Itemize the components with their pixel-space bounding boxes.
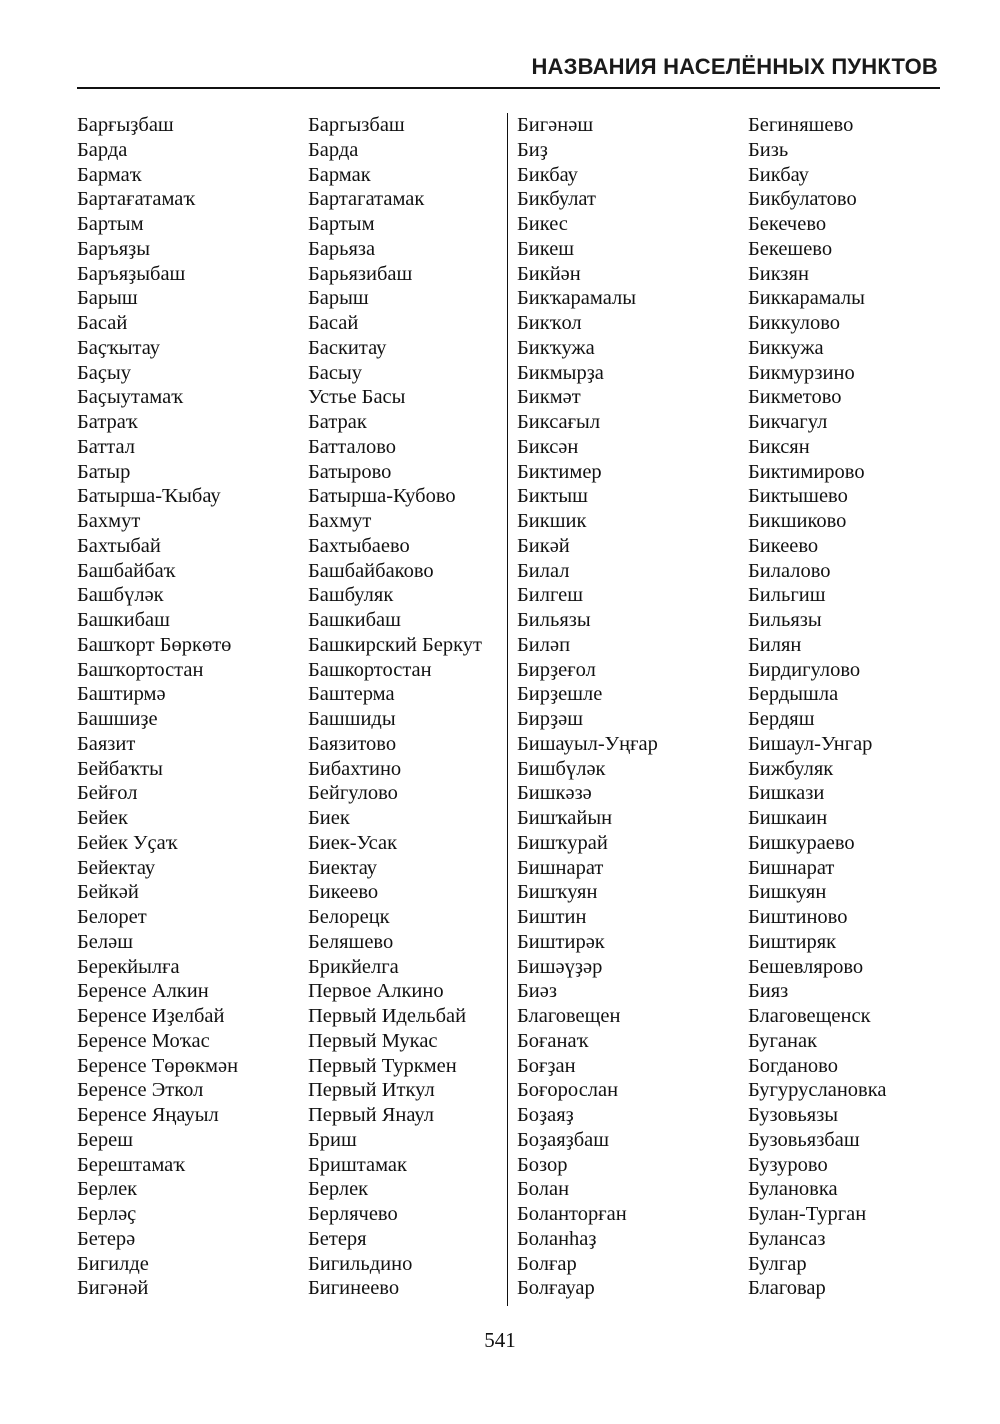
- place-name: Бикҡужа: [517, 336, 595, 359]
- place-name: Барда: [308, 138, 359, 161]
- place-name: Биектау: [308, 856, 378, 879]
- column-bashkir-2: [517, 113, 658, 1301]
- place-name: Бахмут: [308, 510, 372, 532]
- place-name: Берлек: [308, 1178, 369, 1201]
- place-name: Боғанаҡ: [517, 1029, 589, 1052]
- place-name: Булан-Турган: [748, 1203, 867, 1225]
- place-name: Бикбау: [748, 163, 809, 186]
- place-name: Берләҫ: [77, 1203, 137, 1225]
- place-name: Башбуляк: [308, 584, 394, 607]
- page-number: 541: [484, 1328, 516, 1352]
- place-name: Первый Туркмен: [308, 1054, 457, 1077]
- place-name: Бишкуян: [748, 881, 827, 904]
- place-name: Бейгулово: [308, 782, 398, 805]
- place-name: Бахтыбай: [77, 534, 161, 557]
- place-name: Бикәй: [517, 534, 570, 557]
- place-name: Болғауар: [517, 1277, 595, 1300]
- place-name: Береш: [77, 1128, 134, 1151]
- place-name: Бишауыл-Уңғар: [517, 732, 658, 755]
- place-name: Бикбулатово: [748, 188, 857, 211]
- place-name: Биек-Усак: [308, 831, 398, 854]
- place-name: Биккарамалы: [748, 287, 865, 310]
- place-name: Башҡортостан: [77, 658, 204, 681]
- place-name: Башбайбаково: [308, 559, 434, 582]
- place-name: Бейек: [77, 807, 128, 829]
- place-name: Бартағатамаҡ: [77, 188, 196, 211]
- place-name: Башкирский Беркут: [308, 633, 482, 656]
- place-name: Баргызбаш: [308, 114, 405, 136]
- place-name: Билян: [748, 633, 802, 656]
- place-name: Болғар: [517, 1252, 577, 1275]
- place-name: Бикеево: [748, 534, 819, 557]
- place-name: Бишкәзә: [517, 782, 592, 805]
- header-rule: [77, 87, 940, 89]
- place-name: Бекечево: [748, 213, 827, 235]
- place-name: Башҡорт Бөркөтө: [77, 633, 232, 656]
- place-name: Боланторған: [517, 1203, 627, 1225]
- place-name: Барьязибаш: [308, 262, 413, 285]
- place-name: Биккужа: [748, 336, 824, 359]
- place-name: Бирҙешле: [517, 683, 603, 706]
- place-name: Батраҡ: [77, 411, 138, 433]
- place-name: Бишкураево: [748, 831, 855, 854]
- place-name: Биксян: [748, 435, 810, 458]
- place-name: Белорецк: [308, 906, 390, 928]
- place-name: Благовещенск: [748, 1005, 871, 1027]
- place-name: Биштин: [517, 906, 587, 928]
- place-name: Бердышла: [748, 683, 839, 706]
- place-name: Бикзян: [748, 262, 809, 285]
- place-name: Бикеево: [308, 881, 379, 904]
- place-name: Басыу: [308, 361, 362, 384]
- place-name: Бильгиш: [748, 584, 826, 607]
- place-name: Берештамаҡ: [77, 1153, 185, 1176]
- place-name: Беренсе Төрөкмән: [77, 1054, 239, 1077]
- place-name: Башкортостан: [308, 658, 432, 681]
- place-name: Баштерма: [308, 683, 395, 706]
- place-name: Бигәнәш: [517, 114, 594, 136]
- place-name: Биксағыл: [517, 411, 601, 433]
- place-name: Билалово: [748, 559, 831, 582]
- place-name: Башбайбаҡ: [77, 559, 176, 582]
- place-name: Бриш: [308, 1128, 357, 1151]
- place-name: Первое Алкино: [308, 980, 444, 1003]
- place-name: Бигинеево: [308, 1277, 400, 1300]
- place-name: Бриштамак: [308, 1153, 407, 1176]
- place-name: Бикеш: [517, 237, 575, 260]
- place-name: Бахмут: [77, 510, 141, 532]
- place-name: Бигильдино: [308, 1252, 413, 1275]
- place-name: Берлячево: [308, 1203, 398, 1225]
- place-name: Бикмурзино: [748, 361, 855, 384]
- place-name: Бейбаҡты: [77, 757, 163, 780]
- place-name: Башшиҙе: [77, 708, 158, 730]
- place-name: Барда: [77, 138, 128, 161]
- place-name: Биктыш: [517, 485, 588, 508]
- place-name: Баръяҙыбаш: [77, 262, 186, 285]
- place-name: Первый Идельбай: [308, 1005, 467, 1027]
- running-header: НАЗВАНИЯ НАСЕЛЁННЫХ ПУНКТОВ: [531, 54, 938, 79]
- place-name: Биштирәк: [517, 930, 605, 953]
- place-name: Баштирмә: [77, 683, 166, 706]
- place-name: Бозор: [517, 1153, 568, 1176]
- place-name: Баҫҡытау: [77, 336, 161, 359]
- place-name: Бишкаин: [748, 807, 828, 829]
- place-name: Первый Иткул: [308, 1079, 435, 1102]
- place-name: Бишәүҙәр: [517, 955, 603, 978]
- place-name: Бузовьязы: [748, 1104, 839, 1126]
- place-name: Беләш: [77, 930, 133, 953]
- place-name: Бикҡол: [517, 312, 582, 334]
- place-name: Боғорослан: [517, 1079, 619, 1102]
- place-name: Бирҙәш: [517, 708, 583, 730]
- place-name: Бикмәт: [517, 386, 581, 409]
- place-name: Бияз: [748, 980, 789, 1003]
- place-name: Биксән: [517, 435, 579, 458]
- place-name: Бикмырҙа: [517, 361, 604, 384]
- place-name: Баттал: [77, 435, 136, 458]
- place-name: Билгеш: [517, 584, 583, 607]
- place-name: Бишҡуян: [517, 881, 598, 904]
- place-name: Батрак: [308, 411, 367, 433]
- place-name: Первый Янаул: [308, 1104, 434, 1126]
- place-name: Булансаз: [748, 1227, 826, 1250]
- place-name: Бикбау: [517, 163, 578, 186]
- column-russian-1: [308, 113, 482, 1301]
- place-name: Бетерә: [77, 1227, 136, 1250]
- place-name: Барыш: [77, 287, 138, 310]
- place-name: Баязитово: [308, 732, 397, 755]
- place-name: Боҙаяҙбаш: [517, 1128, 610, 1151]
- place-name: Первый Мукас: [308, 1029, 438, 1052]
- place-name: Бикбулат: [517, 188, 596, 211]
- place-name: Бишкази: [748, 782, 825, 805]
- place-name: Басай: [308, 312, 359, 334]
- place-name: Бейектау: [77, 856, 156, 879]
- place-name: Булгар: [748, 1252, 807, 1275]
- place-name: Боланһаҙ: [517, 1227, 597, 1250]
- place-name: Буганак: [748, 1029, 818, 1052]
- place-name: Бибахтино: [308, 757, 402, 780]
- place-name: Башшиды: [308, 708, 396, 730]
- place-name: Батталово: [308, 435, 397, 458]
- place-name: Биштиново: [748, 906, 848, 928]
- place-name: Благовар: [748, 1277, 826, 1300]
- place-name: Бишнарат: [517, 856, 604, 879]
- place-name: Боғҙан: [517, 1054, 576, 1077]
- place-name: Бирҙеғол: [517, 658, 596, 681]
- place-name: Белорет: [77, 906, 147, 928]
- place-name: Бикшиково: [748, 510, 847, 532]
- place-name: Бикметово: [748, 386, 842, 409]
- place-name: Бармак: [308, 163, 371, 186]
- place-name: Берлек: [77, 1178, 138, 1201]
- place-name: Биктимер: [517, 460, 602, 483]
- place-name: Бильязы: [748, 609, 822, 631]
- place-name: Башбүләк: [77, 584, 164, 607]
- place-name: Богданово: [748, 1054, 838, 1077]
- place-name: Брикйелга: [308, 955, 399, 978]
- place-name: Барьяза: [308, 237, 376, 260]
- place-name: Биккулово: [748, 312, 840, 334]
- place-name: Билал: [517, 559, 570, 582]
- place-name: Бекешево: [748, 237, 833, 260]
- place-name: Бигилде: [77, 1252, 149, 1275]
- place-name: Бейғол: [77, 782, 138, 805]
- place-name: Берекйылға: [77, 955, 180, 978]
- place-name: Башкибаш: [308, 609, 401, 631]
- place-name: Боҙаяҙ: [517, 1104, 574, 1126]
- place-name: Баязит: [77, 732, 136, 755]
- place-name: Бейкәй: [77, 881, 139, 904]
- place-name: Бирдигулово: [748, 658, 861, 681]
- place-name: Батыр: [77, 460, 131, 483]
- place-name: Бикйән: [517, 262, 581, 285]
- place-name: Бишҡурай: [517, 831, 608, 854]
- place-name: Бильязы: [517, 609, 591, 631]
- column-divider: [507, 113, 508, 1306]
- place-name: Бишнарат: [748, 856, 835, 879]
- place-name: Батырша-Ҡыбау: [77, 485, 221, 508]
- place-name: Бартагатамак: [308, 188, 425, 211]
- place-name: Биҙ: [517, 138, 548, 161]
- place-name: Баскитау: [308, 336, 387, 359]
- place-name: Бигәнәй: [77, 1277, 149, 1300]
- column-russian-2: [748, 113, 886, 1301]
- place-name: Бикшик: [517, 510, 587, 532]
- place-name: Биек: [308, 807, 350, 829]
- place-name: Беренсе Яңауыл: [77, 1104, 219, 1126]
- place-name: Благовещен: [517, 1005, 621, 1027]
- place-name: Бетеря: [308, 1227, 367, 1250]
- place-name: Бузурово: [748, 1153, 828, 1176]
- place-name: Бишаул-Унгар: [748, 732, 873, 755]
- place-name: Биләп: [517, 633, 571, 656]
- place-name: Биктышево: [748, 485, 848, 508]
- place-name: Булановка: [748, 1178, 838, 1201]
- place-name: Бердяш: [748, 708, 815, 730]
- place-name: Батырша-Кубово: [308, 485, 456, 508]
- place-name: Бишҡайын: [517, 807, 613, 829]
- place-name: Беренсе Алкин: [77, 980, 209, 1003]
- place-name: Бугуруслановка: [748, 1079, 887, 1102]
- place-name: Беренсе Моҡас: [77, 1029, 210, 1052]
- place-name: Бузовьязбаш: [748, 1128, 860, 1151]
- place-name: Биштиряк: [748, 930, 837, 953]
- place-name: Барғыҙбаш: [77, 114, 174, 136]
- place-name: Барыш: [308, 287, 369, 310]
- place-name: Бикчагул: [748, 411, 828, 433]
- place-name: Болан: [517, 1178, 570, 1201]
- place-name: Биктимирово: [748, 460, 865, 483]
- place-name: Бешевлярово: [748, 955, 864, 978]
- place-name: Бахтыбаево: [308, 534, 410, 557]
- place-name: Баҫыу: [77, 361, 131, 384]
- place-name: Басай: [77, 312, 128, 334]
- place-name: Бармаҡ: [77, 163, 142, 186]
- place-name: Бижбуляк: [748, 757, 834, 780]
- place-name: Бизь: [748, 138, 789, 161]
- place-name: Бикес: [517, 213, 568, 235]
- place-name: Беренсе Иҙелбай: [77, 1005, 225, 1027]
- place-name: Биәз: [517, 980, 557, 1003]
- place-name: Башкибаш: [77, 609, 170, 631]
- place-name: Батырово: [308, 460, 392, 483]
- place-name: Устье Басы: [308, 386, 406, 409]
- place-name: Бегиняшево: [748, 114, 854, 136]
- place-name: Бишбүләк: [517, 757, 606, 780]
- place-name: Бартым: [308, 213, 375, 235]
- place-name: Бейек Уҫаҡ: [77, 831, 178, 854]
- place-name: Баръяҙы: [77, 237, 151, 260]
- place-name: Бартым: [77, 213, 144, 235]
- column-bashkir-1: [77, 113, 238, 1301]
- place-name: Бикҡарамалы: [517, 287, 637, 310]
- place-name: Беренсе Эткол: [77, 1079, 204, 1102]
- place-name: Баҫыутамаҡ: [77, 386, 183, 409]
- place-name: Беляшево: [308, 930, 394, 953]
